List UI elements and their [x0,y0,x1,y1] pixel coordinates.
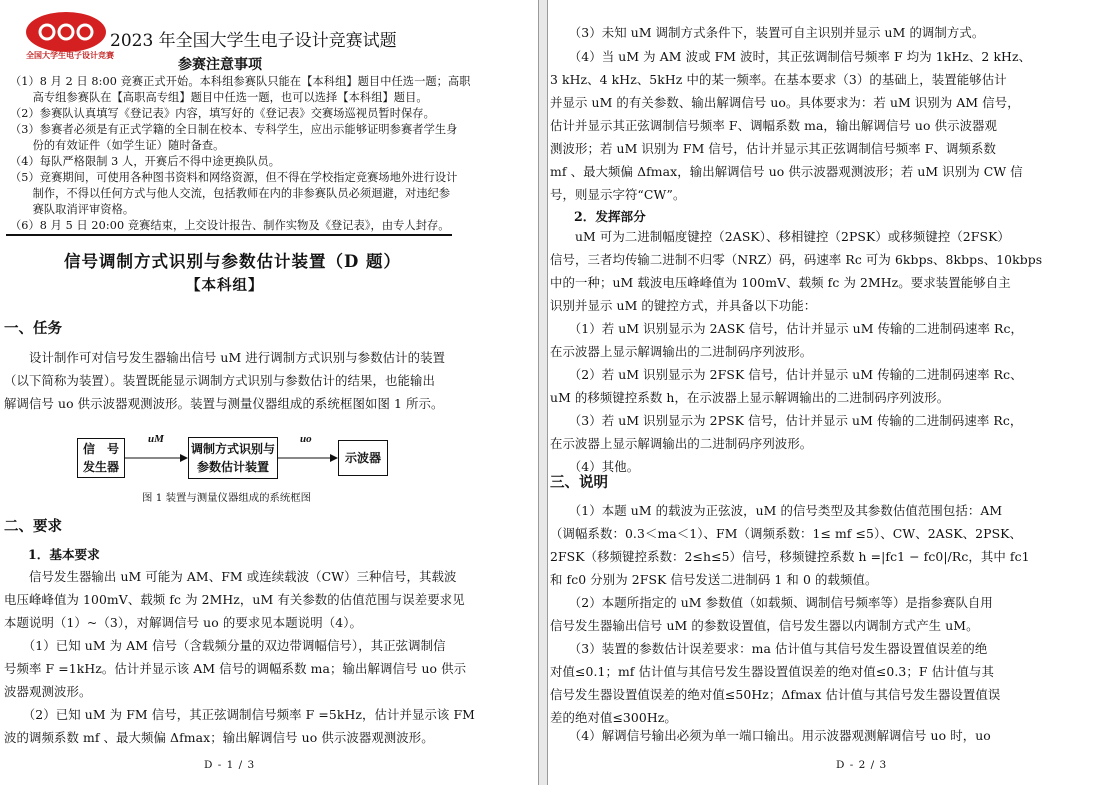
page-gutter [538,0,548,785]
text-line: 估计并显示其正弦调制信号频率 F、调幅系数 ma，输出解调信号 uo 供示波器观 [550,118,998,133]
requirement-line: 波的调频系数 mf 、最大频偏 Δfmax；输出解调信号 uo 供示波器观测波形。 [4,730,434,745]
page-number: D - 1 / 3 [204,759,256,771]
note-line: 信号发生器输出信号 uM 的参数设置值，信号发生器以内调制方式产生 uM。 [550,618,979,633]
requirement-line: 号频率 F =1kHz。估计并显示该 AM 信号的调幅系数 ma；输出解调信号 uo 供示 [4,661,467,676]
notice-heading: 参赛注意事项 [178,57,262,73]
extension-heading: 2．发挥部分 [574,209,646,224]
figure-caption: 图 1 装置与测量仪器组成的系统框图 [142,492,312,504]
arrow-label-um: uM [148,433,164,445]
extension-line: 识别并显示 uM 的键控方式，并具备以下功能： [550,298,817,313]
requirement-line: （1）已知 uM 为 AM 信号（含载频分量的双边带调幅信号），其正弦调制信 [4,638,446,653]
task-paragraph-line: 设计制作可对信号发生器输出信号 uM 进行调制方式识别与参数估计的装置 [4,350,446,365]
group-label: 【本科组】 [186,277,264,294]
task-paragraph-line: （以下简称为装置）。装置既能显示调制方式识别与参数估计的结果，也能输出 [4,373,435,388]
extension-line: uM 的移频键控系数 h，在示波器上显示解调输出的二进制码序列波形。 [550,390,950,405]
extension-line: （4）其他。 [550,459,640,474]
device-label: 调制方式识别与 参数估计装置 [190,442,275,474]
requirement-line: 信号发生器输出 uM 可能为 AM、FM 或连续载波（CW）三种信号，其载波 [4,569,457,584]
extension-line: 信号，三者均传输二进制不归零（NRZ）码，码速率 Rc 可为 6kbps、8kbps、10kbps [550,252,1043,267]
note-line: （2）本题所指定的 uM 参数值（如载频、调制信号频率等）是指参赛队自用 [550,595,993,610]
note-line: 信号发生器设置值误差的绝对值≤50Hz；Δfmax 估计值与其信号发生器设置值误 [550,687,1001,702]
notice-line: （1）8 月 2 日 8:00 竞赛正式开始。本科组参赛队只能在【本科组】题目中任选一题；高职 [10,75,471,88]
notice-line: 赛队取消评审资格。 [10,203,135,216]
requirement-line: （2）已知 uM 为 FM 信号，其正弦调制信号频率 F =5kHz，估计并显示该 FM [4,707,475,722]
text-line: 3 kHz、4 kHz、5kHz 中的某一频率。在基本要求（3）的基础上，装置能够估计 [550,72,1007,87]
section-notes-heading: 三、说明 [550,474,608,491]
note-line: 和 fc0 分别为 2FSK 信号发送二进制码 1 和 0 的载频值。 [550,572,878,587]
notice-line: 制作，不得以任何方式与他人交流，包括教师在内的非参赛队员必须迴避，对违纪参 [10,187,451,200]
notice-line: 高专组参赛队在【高职高专组】题目中任选一题，也可以选择【本科组】题目。 [10,91,428,104]
note-line: 差的绝对值≤300Hz。 [550,710,677,725]
requirement-line: 本题说明（1）~（3），对解调信号 uo 的要求见本题说明（4）。 [4,615,363,630]
extension-line: （3）若 uM 识别显示为 2PSK 信号，估计并显示 uM 传输的二进制码速率 Rc， [550,413,1023,428]
page-number: D - 2 / 3 [836,759,888,771]
section-task-heading: 一、任务 [4,320,62,337]
note-line: （3）装置的参数估计误差要求：ma 估计值与其信号发生器设置值误差的绝 [550,641,988,656]
text-line: 并显示 uM 的有关参数、输出解调信号 uo。具体要求为：若 uM 识别为 AM 信号， [550,95,1020,110]
extension-line: 中的一种；uM 载波电压峰峰值为 100mV、载频 fc 为 2MHz。要求装置能够自主 [550,275,1011,290]
notice-line: 份的有效证件（如学生证）随时备查。 [10,139,225,152]
arrow-label-uo: uo [300,433,312,445]
note-line: 对值≤0.1；mf 估计值与其信号发生器设置值误差的绝对值≤0.3；F 估计值与其 [550,664,995,679]
note-line: 2FSK（移频键控系数：2≤h≤5）信号，移频键控系数 h =|fc1 − fc0|/Rc，其中 fc1 [550,549,1030,564]
document-page-1 [0,0,538,785]
extension-line: 在示波器上显示解调输出的二进制码序列波形。 [550,344,813,359]
logo-caption: 全国大学生电子设计竞赛 [26,51,114,60]
notice-line: （3）参赛者必须是有正式学籍的全日制在校本、专科学生，应出示能够证明参赛者学生身 [10,123,458,136]
requirement-line: 波器观测波形。 [4,684,92,699]
section-requirements-heading: 二、要求 [4,518,62,535]
text-line: （3）未知 uM 调制方式条件下，装置可自主识别并显示 uM 的调制方式。 [550,25,985,40]
problem-title: 信号调制方式识别与参数估计装置（D 题） [64,252,402,271]
notice-line: （5）竞赛期间，可使用各种图书资料和网络资源，但不得在学校指定竞赛场地外进行设计 [10,171,458,184]
task-paragraph-line: 解调信号 uo 供示波器观测波形。装置与测量仪器组成的系统框图如图 1 所示。 [4,396,444,411]
basic-requirements-heading: 1．基本要求 [28,547,100,562]
contest-title: 2023 年全国大学生电子设计竞赛试题 [110,31,397,51]
text-line: （4）当 uM 为 AM 波或 FM 波时，其正弦调制信号频率 F 均为 1kHz、2 kHz、 [550,49,1032,64]
document-page-2 [548,0,1095,785]
oscilloscope-label: 示波器 [344,451,381,465]
text-line: 号，则显示字符“CW”。 [550,187,686,202]
extension-line: （1）若 uM 识别显示为 2ASK 信号，估计并显示 uM 传输的二进制码速率 Rc， [550,321,1023,336]
text-line: 测波形；若 uM 识别为 FM 信号，估计并显示其正弦调制信号频率 F、调频系数 [550,141,996,156]
requirement-line: 电压峰峰值为 100mV、载频 fc 为 2MHz，uM 有关参数的估值范围与误差要求见 [4,592,465,607]
note-line: （4）解调信号输出必须为单一端口输出。用示波器观测解调信号 uo 时，uo [550,728,991,743]
note-line: （调幅系数：0.3＜ma＜1）、FM（调频系数：1≤ mf ≤5）、CW、2ASK、2PSK、 [550,526,1023,541]
notice-line: （2）参赛队认真填写《登记表》内容，填写好的《登记表》交赛场巡视员暂时保存。 [10,107,435,120]
extension-line: 在示波器上显示解调输出的二进制码序列波形。 [550,436,813,451]
extension-line: uM 可为二进制幅度键控（2ASK）、移相键控（2PSK）或移频键控（2FSK） [550,229,1010,244]
notice-line: （6）8 月 5 日 20:00 竞赛结束，上交设计报告、制作实物及《登记表》，由专人封存。 [10,219,450,232]
signal-generator-label: 信 号 发生器 [82,442,119,474]
text-line: mf 、最大频偏 Δfmax，输出解调信号 uo 供示波器观测波形；若 uM 识别为 CW 信 [550,164,1023,179]
extension-line: （2）若 uM 识别显示为 2FSK 信号，估计并显示 uM 传输的二进制码速率 Rc、 [550,367,1023,382]
note-line: （1）本题 uM 的载波为正弦波，uM 的信号类型及其参数估值范围包括：AM [550,503,1003,518]
notice-line: （4）每队严格限制 3 人，开赛后不得中途更换队员。 [10,155,281,168]
